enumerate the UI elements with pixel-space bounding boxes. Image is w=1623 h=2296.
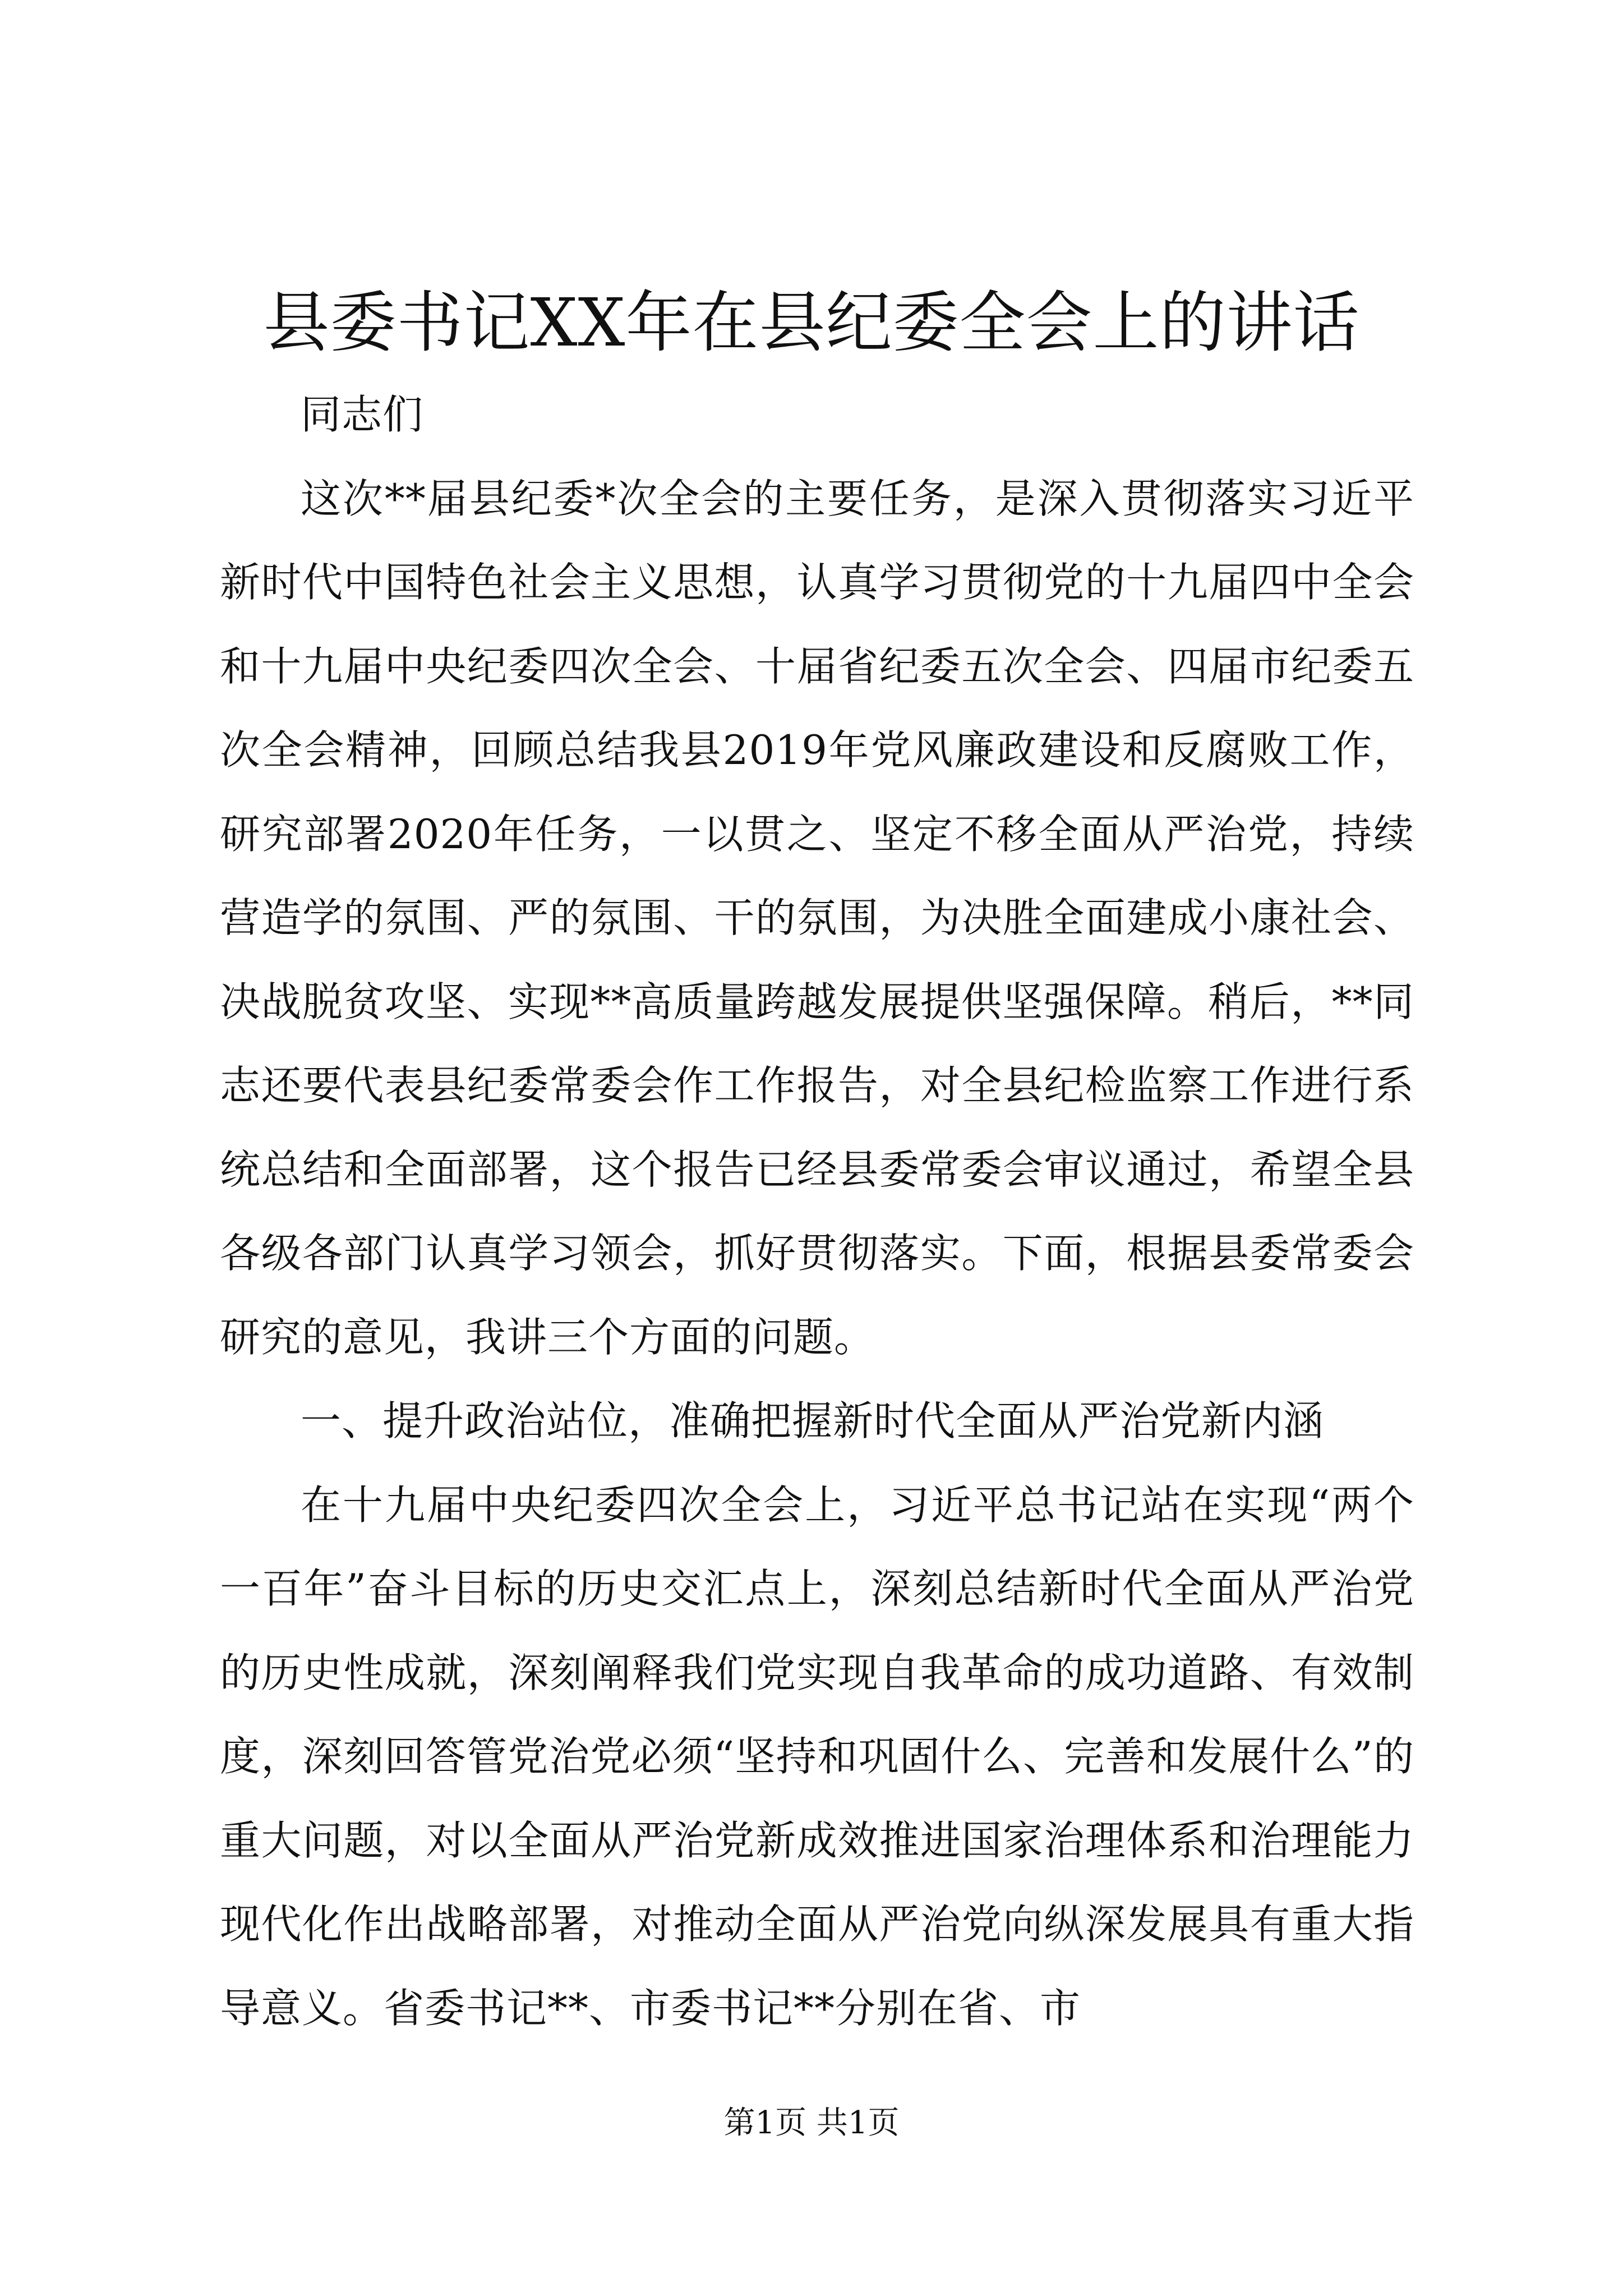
section-heading: 一、提升政治站位，准确把握新时代全面从严治党新内涵 xyxy=(301,1397,1325,1444)
page-footer: 第1页 共1页 xyxy=(723,2105,900,2141)
document-title: 县委书记XX年在县纪委全会上的讲话 xyxy=(263,284,1360,361)
intro-paragraph: 这次**届县纪委*次全会的主要任务，是深入贯彻落实习近平新时代中国特色社会主义思想，认真学习贯彻党的十九届四中全会和十九届中央纪委四次全会、十届省纪委五次全会、四届市纪委五次全会精神，回顾总结我县2019年党风廉政建设和反腐败工作，研究部署2020年任务，一以贯之、坚定不移全面从严治党，持续营造学的氛围、严的氛围、干的氛围，为决胜全面建成小康社会、决战脱贫攻坚、实现**高质量跨越发展提供坚强保障。稍后，**同志还要代表县纪委常委会作工作报告，对全县纪检监察工作进行系统总结和全面部署，这个报告已经县委常委会审议通过，希望全县各级各部门认真学习领会，抓好贯彻落实。下面，根据县委常委会研究的意见，我讲三个方面的问题。 xyxy=(220,475,1414,1361)
salutation-paragraph: 同志们 xyxy=(301,391,424,438)
document-body xyxy=(220,373,1414,2050)
section-paragraph: 在十九届中央纪委四次全会上，习近平总书记站在实现“两个一百年”奋斗目标的历史交汇点上，深刻总结新时代全面从严治党的历史性成就，深刻阐释我们党实现自我革命的成功道路、有效制度，深刻回答管党治党必须“坚持和巩固什么、完善和发展什么”的重大问题，对以全面从严治党新成效推进国家治理体系和治理能力现代化作出战略部署，对推动全面从严治党向纵深发展具有重大指导意义。省委书记**、市委书记**分别在省、市 xyxy=(220,1481,1414,2032)
